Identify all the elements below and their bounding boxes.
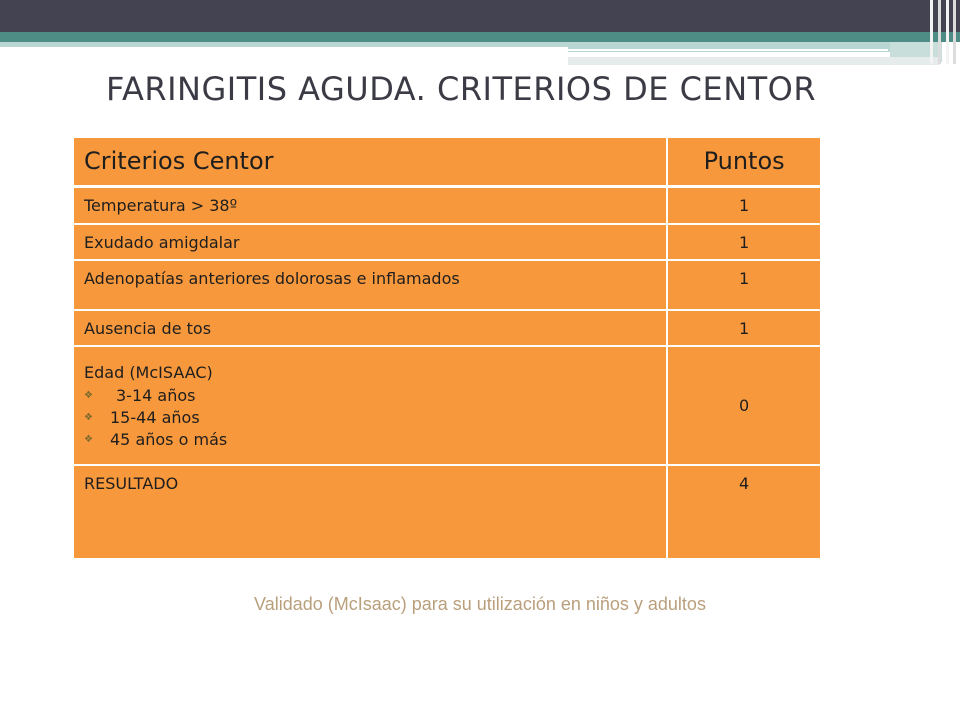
header-band-dark [0, 0, 960, 32]
criterion-cell-age [73, 346, 667, 465]
diamond-cluster-bullet-icon: ❖ [84, 411, 93, 423]
age-ranges-list [84, 385, 666, 451]
criterion-cell: Temperatura > 38º [73, 186, 667, 224]
header-points: Puntos [667, 137, 821, 186]
points-cell: 1 [667, 310, 821, 346]
list-item [84, 429, 666, 451]
header-vertical-strip [938, 0, 941, 64]
table-row [73, 224, 821, 260]
header-band-teal [0, 32, 960, 42]
criterion-cell: Ausencia de tos [73, 310, 667, 346]
list-item [84, 385, 666, 407]
age-range-label: 3-14 años [116, 385, 196, 405]
validation-note: Validado (McIsaac) para su utilización en niños y adultos [254, 594, 706, 614]
criterion-cell: Exudado amigdalar [73, 224, 667, 260]
table-header-row [73, 137, 821, 186]
header-band-gray [568, 57, 940, 65]
age-range-label: 45 años o más [110, 429, 228, 449]
list-item [84, 407, 666, 429]
centor-criteria-table [72, 136, 822, 560]
points-cell: 1 [667, 186, 821, 224]
result-points-cell: 4 [667, 465, 821, 559]
header-vertical-strip [953, 0, 956, 64]
diamond-cluster-bullet-icon: ❖ [84, 389, 93, 401]
table-row [73, 310, 821, 346]
header-vertical-strip [946, 0, 949, 64]
slide-title: FARINGITIS AGUDA. CRITERIOS DE CENTOR [106, 70, 817, 108]
table-row [73, 186, 821, 224]
header-accent-line [568, 49, 888, 51]
points-cell: 1 [667, 224, 821, 260]
result-label-cell: RESULTADO [73, 465, 667, 559]
table-row [73, 346, 821, 465]
header-band-light-left [0, 42, 568, 47]
criterion-cell: Adenopatías anteriores dolorosas e inflamados [73, 260, 667, 310]
table-row [73, 465, 821, 559]
age-range-label: 15-44 años [110, 407, 200, 427]
points-cell: 0 [667, 346, 821, 465]
table-row [73, 260, 821, 310]
header-vertical-strip [930, 0, 933, 64]
header-criteria: Criterios Centor [73, 137, 667, 186]
diamond-cluster-bullet-icon: ❖ [84, 433, 93, 445]
points-cell: 1 [667, 260, 821, 310]
age-criterion-label: Edad (McISAAC) [84, 362, 213, 382]
